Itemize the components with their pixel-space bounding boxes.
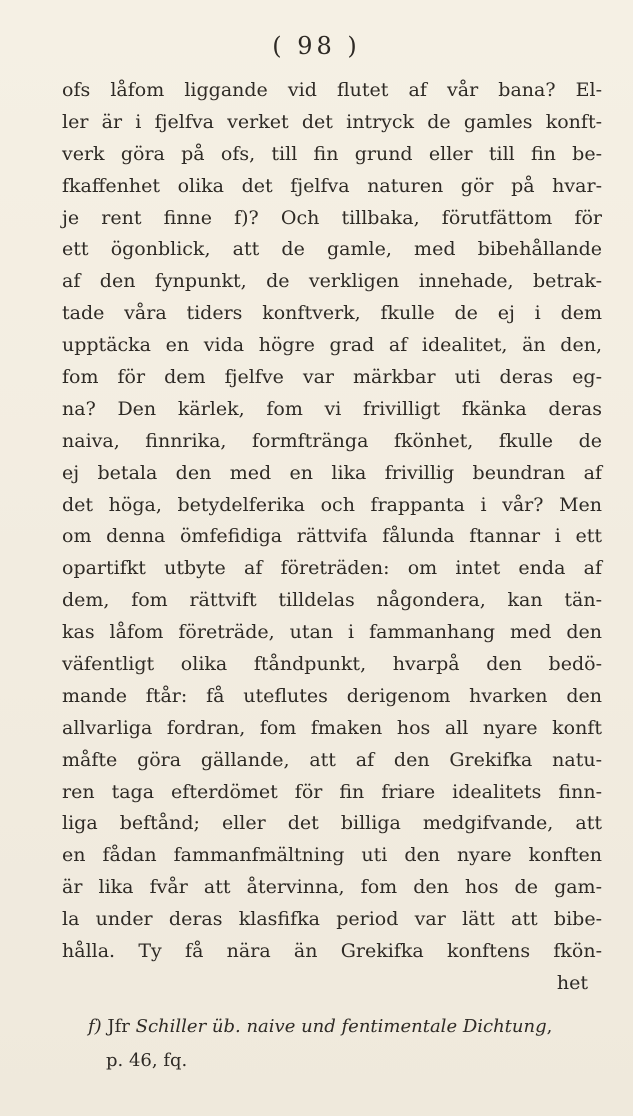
text-line: mande ftår: få uteflutes derigenom hvarken den xyxy=(62,684,602,707)
footnote-prefix: Jfr xyxy=(107,1016,130,1037)
text-line: upptäcka en vida högre grad af idealitet, än den, xyxy=(62,334,602,357)
text-line: dem, fom rättvift tilldelas någondera, kan tän- xyxy=(62,589,602,612)
text-line: ler är i fjelfva verket det intryck de gamles konft- xyxy=(62,110,602,133)
footnote-page-ref: p. 46, fq. xyxy=(106,1050,188,1071)
footnote-title: Schiller üb. naive und fentimentale Dichtung xyxy=(135,1016,547,1037)
text-line: ett ögonblick, att de gamle, med bibehållande xyxy=(62,238,602,261)
text-line: om denna ömfefidiga rättvifa fålunda ftannar i ett xyxy=(62,525,602,548)
text-line: ofs låfom liggande vid flutet af vår bana? El- xyxy=(62,79,602,101)
text-line: naiva, finnrika, formfträngа fkönhet, fkulle de xyxy=(62,429,602,452)
text-line: verk göra på ofs, till fin grund eller till fin be- xyxy=(62,142,602,165)
text-line: af den fynpunkt, de verkligen innehade, betrak- xyxy=(62,270,602,293)
text-line: tade våra tiders konftverk, fkulle de ej i dem xyxy=(62,302,602,325)
text-line: liga beftånd; eller det billiga medgifvande, att xyxy=(62,812,602,835)
text-line: en fådan fammanfmältning uti den nyare konften xyxy=(62,844,602,867)
text-line: kas låfom företräde, utan i fammanhang med den xyxy=(62,621,602,644)
text-line: fkaffenhet olika det fjelfva naturen gör på hvar- xyxy=(62,174,602,197)
footnote-marker: f) xyxy=(88,1016,102,1037)
text-line: fom för dem fjelfve var märkbar uti deras eg- xyxy=(62,366,602,389)
text-line: allvarliga fordran, fom fmaken hos all nyare konft xyxy=(62,716,602,739)
text-line: är lika fvår att återvinna, fom den hos de gam- xyxy=(62,876,602,899)
text-line: la under deras klasfifka period var lätt att bibe- xyxy=(62,908,602,931)
text-line: ej betala den med en lika frivillig beundran af xyxy=(62,461,602,484)
text-line: ren taga efterdömet för fin friare idealitets finn- xyxy=(62,780,602,803)
text-line: het xyxy=(556,971,588,994)
footnote xyxy=(88,1010,608,1078)
text-line: det höga, betydelferika och frappanta i vår? Men xyxy=(62,493,602,516)
body-text xyxy=(62,75,602,1000)
text-line: måfte göra gällande, att af den Grekifka natu- xyxy=(62,748,602,771)
page-number: ( 98 ) xyxy=(272,32,361,60)
text-line: je rent finne f)? Och tillbaka, förutfättom för xyxy=(62,206,602,229)
text-line: opartifkt utbyte af företräden: om intet enda af xyxy=(62,557,602,580)
footnote-suffix: , xyxy=(546,1016,553,1037)
text-line: väfentligt olika ftåndpunkt, hvarpå den bedö- xyxy=(62,653,602,676)
text-line: hålla. Ty få nära än Grekifka konftens fkön- xyxy=(62,940,602,963)
text-line: na? Den kärlek, fom vi frivilligt fkänka deras xyxy=(62,397,602,420)
